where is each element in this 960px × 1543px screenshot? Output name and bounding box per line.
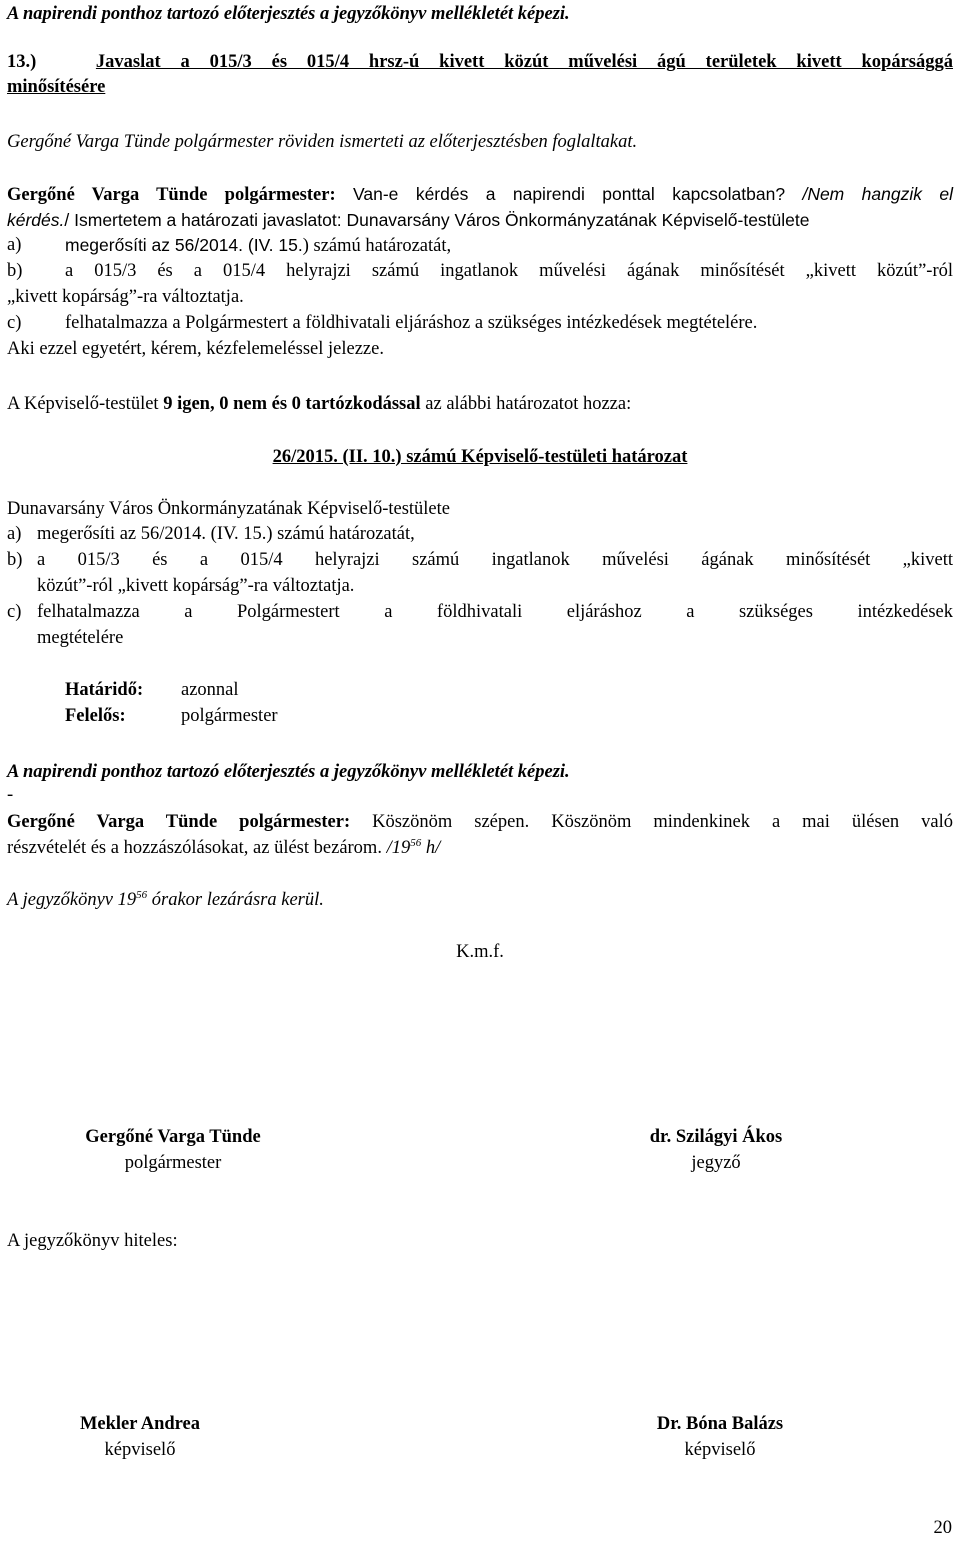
certified-label: A jegyzőkönyv hiteles: xyxy=(7,1231,178,1251)
closing-line2 xyxy=(7,836,953,861)
speaker-name: Gergőné Varga Tünde polgármester: xyxy=(7,185,336,205)
witness-right-name: Dr. Bóna Balázs xyxy=(656,1414,784,1434)
closure-prefix: A jegyzőkönyv 19 xyxy=(7,890,137,910)
closing-time-minutes: 56 xyxy=(410,836,422,849)
agenda-title-text: Javaslat a 015/3 és 015/4 hrsz-ú kivett közút művelési ágú területek kivett kopársággá xyxy=(95,52,954,72)
annex-note-top: A napirendi ponthoz tartozó előterjesztés a jegyzőkönyv mellékletét képezi. xyxy=(7,4,570,24)
responsible-value: polgármester xyxy=(181,706,278,726)
speech1-line1 xyxy=(7,182,953,208)
agenda-title-line2: minősítésére xyxy=(7,77,106,97)
signature-right-role: jegyző xyxy=(691,1153,741,1173)
vote-prefix: A Képviselő-testület xyxy=(7,394,164,414)
resolution-item-a xyxy=(7,522,953,547)
vote-suffix: az alábbi határozatot hozza: xyxy=(420,394,632,414)
item-text: megerősíti az 56/2014. (IV. 15.) számú határozatát, xyxy=(37,524,415,544)
resolution-body-intro: Dunavarsány Város Önkormányzatának Képviselő-testülete xyxy=(7,499,450,519)
item-label: a) xyxy=(7,524,22,544)
closing-time-prefix: /19 xyxy=(386,838,411,858)
item-text-part: ) számú határozatát, xyxy=(302,236,452,256)
speech1-line2 xyxy=(7,208,953,234)
agenda-title-line1 xyxy=(7,50,953,75)
speech1-slash: / xyxy=(64,210,70,230)
speech1-question: Van-e kérdés a napirendi ponttal kapcsolatban? xyxy=(335,184,803,204)
resolution-item-b xyxy=(7,548,953,573)
annex-note-bottom: A napirendi ponthoz tartozó előterjesztés a jegyzőkönyv mellékletét képezi. xyxy=(7,762,570,782)
responsible-row xyxy=(65,704,278,729)
proposal-item-b-cont: „kivett kopárság”-ra változtatja. xyxy=(7,287,244,307)
item-text: a 015/3 és a 015/4 helyrajzi számú ingatlanok művelési ágának minősítését „kivett közút”-ról xyxy=(65,261,953,281)
resolution-item-c xyxy=(7,600,953,625)
agenda-number: 13.) xyxy=(7,52,37,72)
item-label: b) xyxy=(7,261,23,281)
signature-right-name: dr. Szilágyi Ákos xyxy=(649,1127,783,1147)
item-text: a 015/3 és a 015/4 helyrajzi számú ingatlanok művelési ágának minősítését „kivett xyxy=(37,550,953,570)
speaker-name: Gergőné Varga Tünde polgármester: xyxy=(7,812,351,832)
proposal-item-b xyxy=(7,259,953,284)
deadline-value: azonnal xyxy=(181,680,239,700)
item-text-part: megerősíti az 56/2014. (IV. 15. xyxy=(65,235,303,255)
deadline-row xyxy=(65,678,239,703)
closure-minutes: 56 xyxy=(136,888,148,901)
page-number: 20 xyxy=(933,1518,952,1538)
closing-time xyxy=(387,838,441,858)
speech1-note-end: kérdés. xyxy=(7,210,65,230)
proposal-item-a xyxy=(7,233,953,258)
vote-result xyxy=(7,392,953,417)
resolution-item-c-cont: megtételére xyxy=(37,628,124,648)
item-text: felhatalmazza a Polgármestert a földhivatali eljáráshoz a szükséges intézkedések xyxy=(37,602,953,622)
item-text xyxy=(65,233,953,259)
kmf: K.m.f. xyxy=(456,942,504,962)
item-label: a) xyxy=(7,235,22,255)
separator-dash: - xyxy=(7,785,14,805)
closing-time-suffix: h/ xyxy=(421,838,441,858)
signature-left-role: polgármester xyxy=(124,1153,222,1173)
speech1-note: /Nem hangzik el xyxy=(802,184,953,204)
closure-suffix: órakor lezárásra kerül. xyxy=(147,890,324,910)
item-label: b) xyxy=(7,550,23,570)
closing-text-cont: részvételét és a hozzászólásokat, az ülést bezárom. xyxy=(7,838,387,858)
item-label: c) xyxy=(7,313,22,333)
closing-line1 xyxy=(7,810,953,835)
item-label: c) xyxy=(7,602,22,622)
intro-paragraph: Gergőné Varga Tünde polgármester röviden ismerteti az előterjesztésben foglaltakat. xyxy=(7,132,638,152)
proposal-item-c xyxy=(7,311,953,336)
closure-note xyxy=(7,888,953,913)
responsible-label: Felelős: xyxy=(65,706,126,726)
item-text: felhatalmazza a Polgármestert a földhivatali eljáráshoz a szükséges intézkedések megtételére. xyxy=(65,313,758,333)
deadline-label: Határidő: xyxy=(65,680,144,700)
witness-left-role: képviselő xyxy=(104,1440,176,1460)
vote-request: Aki ezzel egyetért, kérem, kézfelemeléssel jelezze. xyxy=(7,339,384,359)
vote-counts: 9 igen, 0 nem és 0 tartózkodással xyxy=(163,394,421,414)
closing-text: Köszönöm szépen. Köszönöm mindenkinek a mai ülésen való xyxy=(350,812,954,832)
resolution-item-b-cont: közút”-ról „kivett kopárság”-ra változtatja. xyxy=(37,576,355,596)
witness-right-role: képviselő xyxy=(684,1440,756,1460)
resolution-title: 26/2015. (II. 10.) számú Képviselő-testületi határozat xyxy=(272,447,688,467)
speech1-proposal-intro: Ismertetem a határozati javaslatot: Dunavarsány Város Önkormányzatának Képviselő-testülete xyxy=(69,210,810,230)
witness-left-name: Mekler Andrea xyxy=(79,1414,201,1434)
signature-left-name: Gergőné Varga Tünde xyxy=(85,1127,261,1147)
